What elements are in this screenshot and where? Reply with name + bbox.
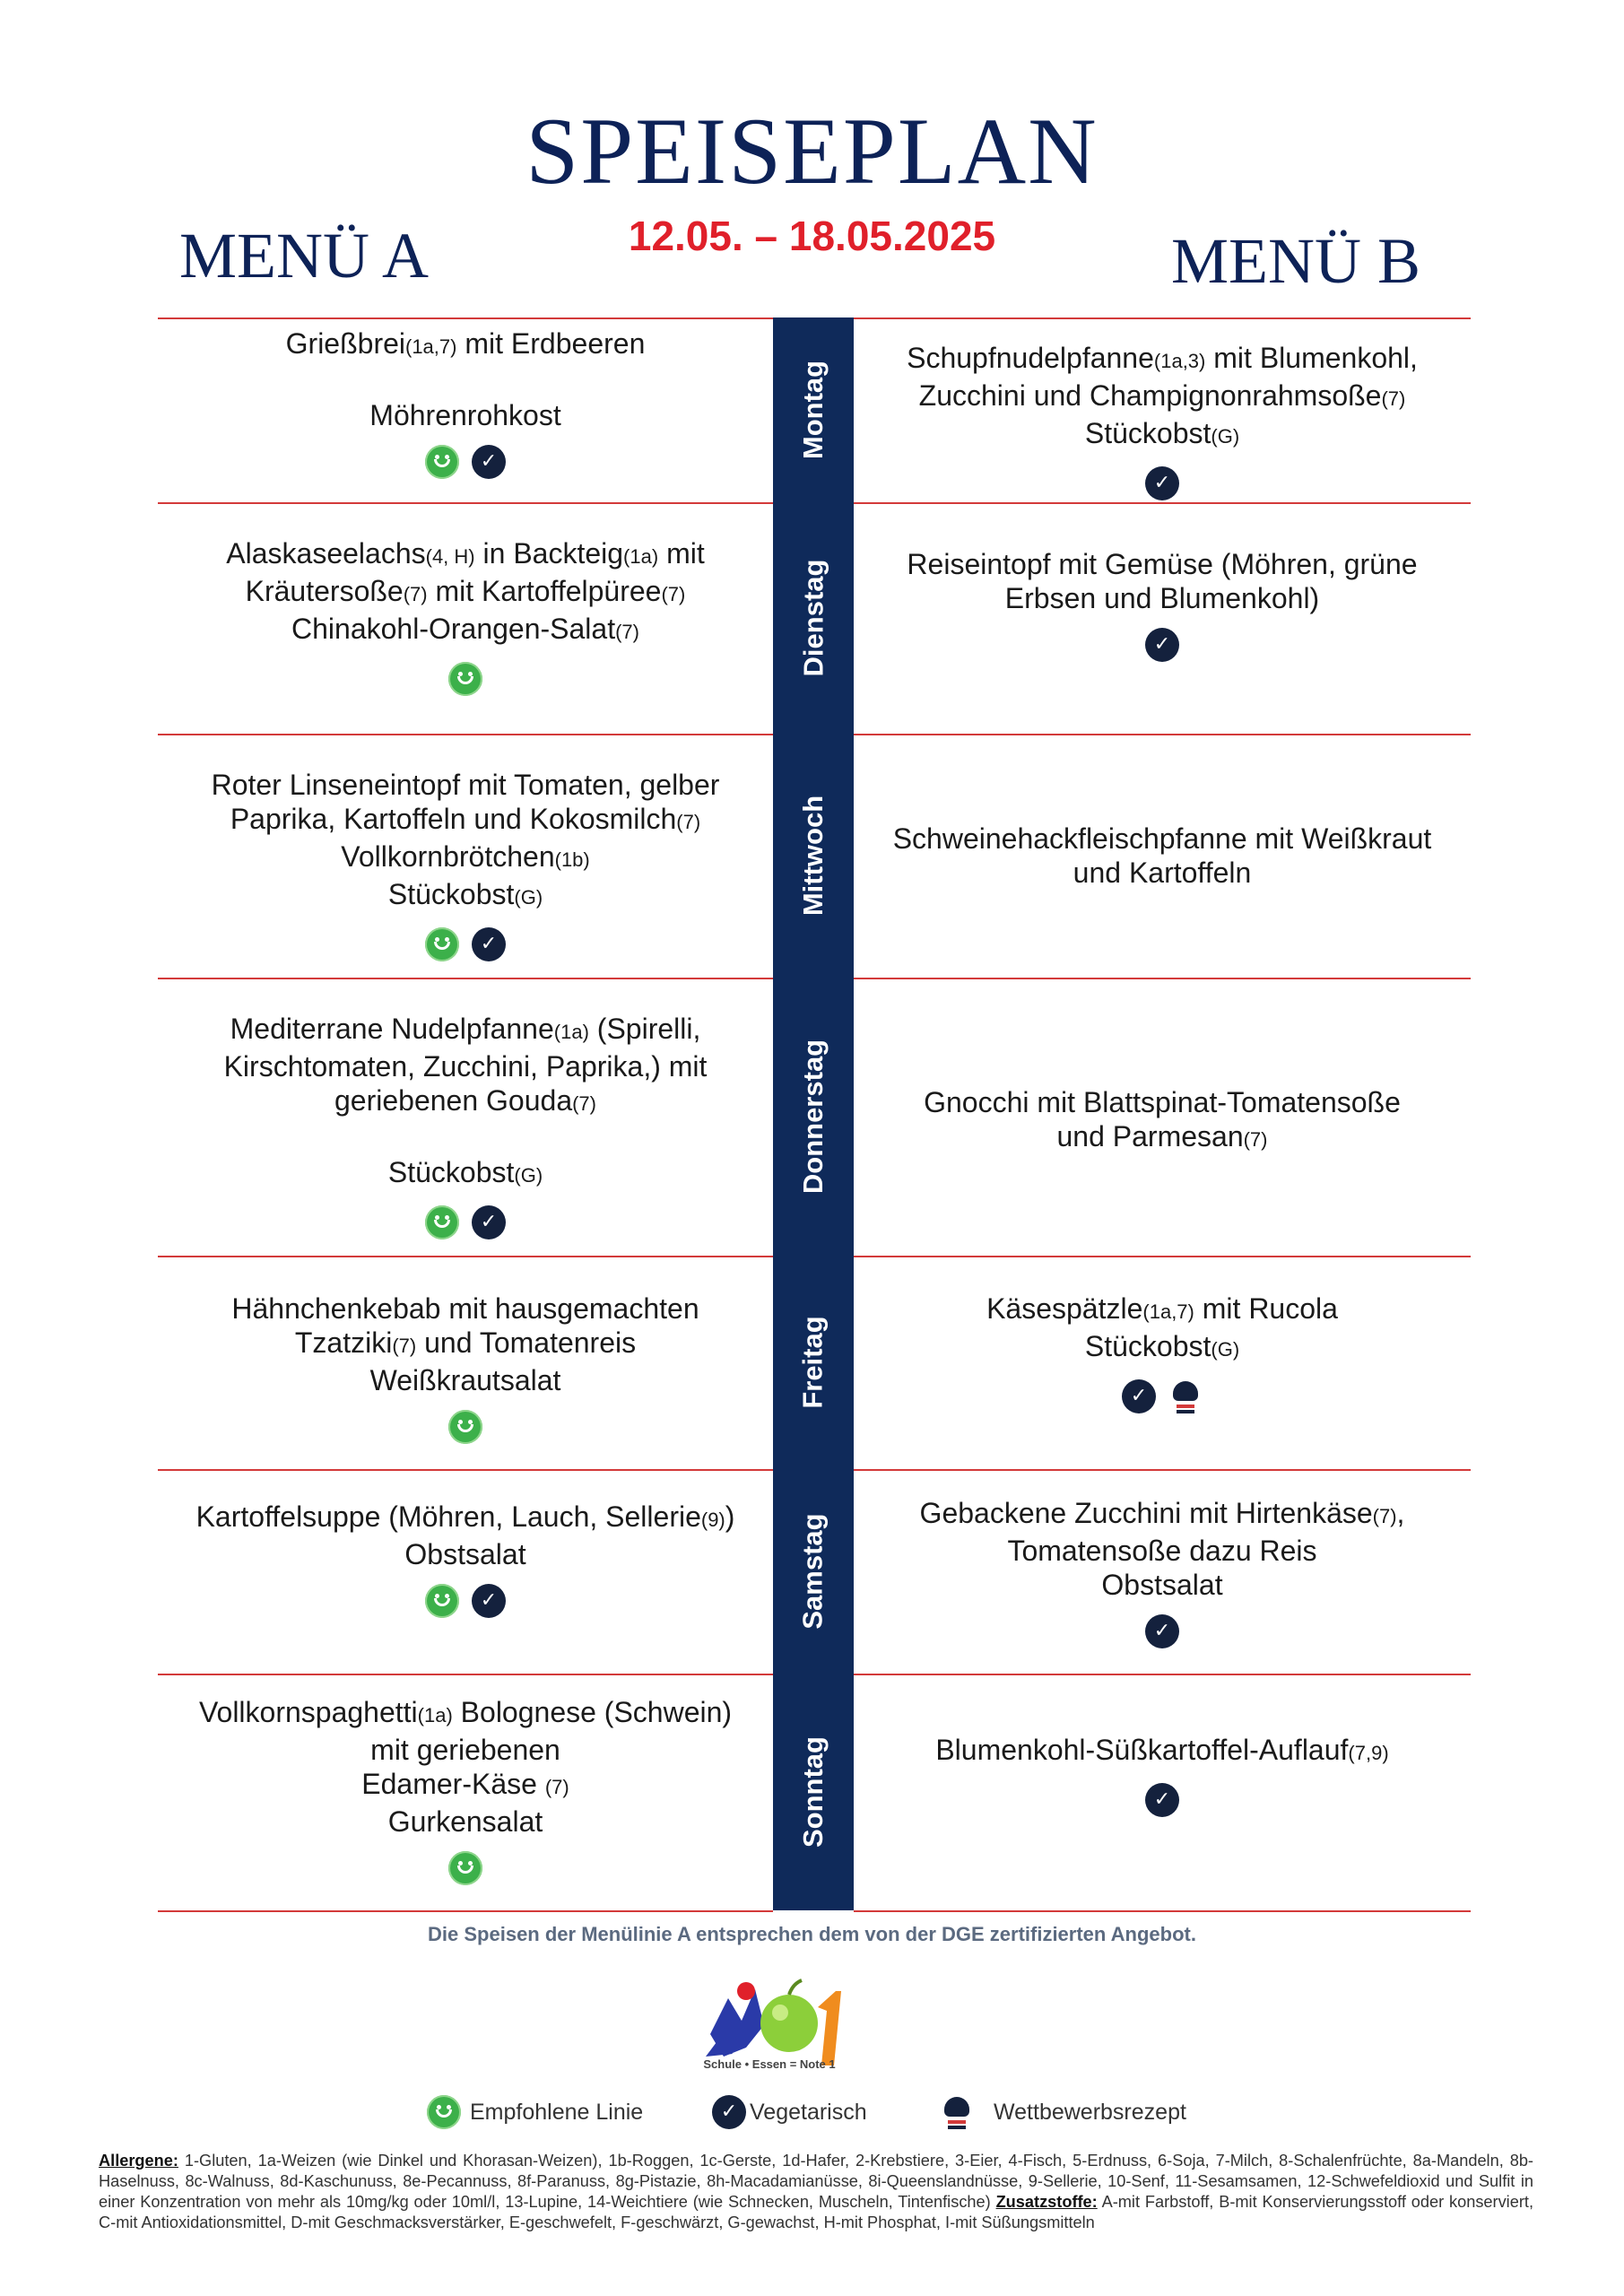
- dish-text: Obstsalat: [404, 1538, 526, 1570]
- allergens-text: 1-Gluten, 1a-Weizen (wie Dinkel und Khorasan-Weizen), 1b-Roggen, 1c-Gerste, 1d-Hafer, 2-Krebstiere, 3-Eier, 4-Fisch, 5-Erdnuss, 6-Soja, 7-Milch, 8-Schalenfrüchte, 8a-Mandeln, 8b-Haselnuss, 8c-Walnuss, 8d-Kaschunuss, 8e-Pecannuss, 8f-Paranuss, 8g-Pistazie, 8h-Macadamianüsse, 8i-Queenslandnüsse, 9-Sellerie, 10-Senf, 11-Sesamsamen, 12-Schwefeldioxid und Sulfit in einer Konzentration von mehr als 10mg/kg oder 10ml/l, 13-Lupine, 14-Weichtiere (wie Schnecken, Muscheln, Tintenfische): [99, 2152, 1533, 2211]
- allergen-code: (1a,3): [1153, 350, 1206, 372]
- allergen-code: (G): [514, 886, 543, 909]
- allergens-info: [99, 2151, 1533, 2233]
- legend-recommended-label: Empfohlene Linie: [470, 2099, 644, 2125]
- dish-text: ): [725, 1500, 735, 1533]
- vegetarian-icon: [472, 1584, 506, 1618]
- menu-line: [370, 1363, 561, 1397]
- dish-text: Edamer-Käse: [361, 1768, 545, 1800]
- dish-text: Möhrenrohkost: [369, 399, 561, 431]
- vegetarian-icon: [1145, 1783, 1179, 1817]
- menu-b-cell: [854, 1292, 1471, 1413]
- dish-text: Tomatensoße dazu Reis: [1007, 1535, 1317, 1567]
- allergen-code: (7,9): [1348, 1742, 1389, 1764]
- menu-line: [230, 802, 700, 839]
- menu-line: [361, 1767, 569, 1805]
- menu-line: [1085, 416, 1239, 454]
- menu-line: [370, 1733, 560, 1767]
- dish-text: Tzatziki: [294, 1326, 393, 1359]
- dish-text: Vollkornbrötchen: [341, 840, 555, 873]
- allergen-code: (7): [544, 1776, 569, 1798]
- dish-text: mit geriebenen: [370, 1734, 560, 1766]
- dish-text: Kartoffelsuppe (Möhren, Lauch, Sellerie: [195, 1500, 701, 1533]
- allergen-code: (7): [392, 1335, 417, 1357]
- icon-row: [448, 1851, 482, 1885]
- allergen-code: (4, H): [425, 545, 475, 568]
- menu-line: [246, 574, 686, 612]
- dish-text: Stückobst: [387, 1156, 515, 1188]
- additives-label: Zusatzstoffe:: [995, 2193, 1098, 2211]
- date-range: 12.05. – 18.05.2025: [628, 213, 996, 259]
- menu-line: [291, 612, 639, 649]
- menu-line: [334, 1083, 596, 1121]
- dish-text: und Kartoffeln: [1073, 857, 1252, 889]
- dish-text: Stückobst: [387, 878, 515, 910]
- menu-line: [226, 536, 704, 574]
- allergen-code: (1a,7): [1142, 1300, 1194, 1323]
- row-divider: [158, 1674, 773, 1675]
- green-icon: [425, 1205, 459, 1239]
- menu-line: [1101, 1568, 1222, 1602]
- menu-line: [231, 1292, 699, 1326]
- dish-text: Stückobst: [1084, 417, 1211, 449]
- menu-line: [1073, 856, 1252, 890]
- allergen-code: (1a): [623, 545, 659, 568]
- dish-text: Bolognese (Schwein): [452, 1696, 733, 1728]
- page-title: SPEISEPLAN: [525, 99, 1099, 204]
- green-icon: [425, 1584, 459, 1618]
- menu-a-cell: [158, 536, 773, 696]
- dish-text: Reiseintopf mit Gemüse (Möhren, grüne: [907, 548, 1418, 580]
- menu-line: [1007, 1534, 1316, 1568]
- menu-a-cell: [158, 1012, 773, 1239]
- dish-text: mit Blumenkohl,: [1205, 342, 1418, 374]
- legend-vegetarian-label: Vegetarisch: [750, 2099, 867, 2125]
- day-label-text: Samstag: [797, 1513, 829, 1630]
- allergen-code: (1a): [417, 1704, 453, 1726]
- menu-line: [341, 839, 590, 877]
- day-label-text: Freitag: [797, 1316, 829, 1409]
- vegetarian-icon: [712, 2095, 746, 2129]
- menu-line: [919, 378, 1406, 416]
- menu-b-cell: [854, 1085, 1471, 1157]
- menu-b-cell: [854, 547, 1471, 662]
- day-label-text: Montag: [797, 360, 829, 460]
- menu-b-cell: [854, 1496, 1471, 1648]
- row-divider: [158, 1256, 773, 1257]
- dish-text: und Tomatenreis: [416, 1326, 637, 1359]
- chef-icon: [1168, 1379, 1203, 1413]
- vegetarian-icon: [1145, 1614, 1179, 1648]
- dish-text: Roter Linseneintopf mit Tomaten, gelber: [211, 769, 720, 801]
- row-divider: [854, 978, 1471, 979]
- legend-vegetarian: [712, 2095, 867, 2129]
- logo-caption: Schule • Essen = Note 1: [703, 2057, 836, 2071]
- dish-text: Gebackene Zucchini mit Hirtenkäse: [919, 1497, 1373, 1529]
- menu-line: [224, 1049, 708, 1083]
- row-divider: [158, 978, 773, 979]
- vegetarian-icon: [1145, 466, 1179, 500]
- icon-row: [425, 927, 506, 961]
- legend-competition-label: Wettbewerbsrezept: [994, 2099, 1186, 2125]
- allergen-code: (7): [661, 583, 686, 605]
- menu-line: [1005, 581, 1319, 615]
- allergen-code: (7): [1372, 1505, 1397, 1527]
- allergen-code: (7): [676, 811, 701, 833]
- row-divider: [854, 734, 1471, 735]
- menu-b-cell: [854, 822, 1471, 890]
- row-divider: [158, 1469, 773, 1471]
- icon-row: [448, 662, 482, 696]
- allergen-code: (7): [572, 1092, 596, 1115]
- menu-line: [920, 1496, 1405, 1534]
- allergen-code: (7): [403, 583, 428, 605]
- dish-text: in Backteig: [474, 537, 624, 570]
- day-label: [773, 1469, 854, 1674]
- dish-text: (Spirelli,: [588, 1013, 701, 1045]
- dish-text: Gnocchi mit Blattspinat-Tomatensoße: [924, 1086, 1401, 1118]
- menu-line: [924, 1085, 1401, 1119]
- icon-row: [425, 1205, 506, 1239]
- icon-row: [425, 1584, 506, 1618]
- row-divider: [854, 1469, 1471, 1471]
- dish-text: Gurkensalat: [387, 1805, 543, 1838]
- menu-line: [388, 1155, 543, 1193]
- dish-text: mit Kartoffelpüree: [427, 575, 662, 607]
- dish-text: Schupfnudelpfanne: [907, 342, 1154, 374]
- menu-line: [986, 1292, 1338, 1329]
- vegetarian-icon: [472, 1205, 506, 1239]
- dish-text: Kräutersoße: [245, 575, 404, 607]
- allergen-code: (1a,7): [405, 335, 457, 358]
- menu-line: [893, 822, 1432, 856]
- allergens-label: Allergene:: [99, 2152, 178, 2170]
- dish-text: Stückobst: [1084, 1330, 1211, 1362]
- dish-text: Erbsen und Blumenkohl): [1004, 582, 1320, 614]
- dish-text: mit Erdbeeren: [456, 327, 646, 360]
- day-label-text: Dienstag: [797, 559, 829, 677]
- menu-line: [404, 1537, 525, 1571]
- vegetarian-icon: [1145, 628, 1179, 662]
- row-divider: [854, 1910, 1471, 1912]
- dish-text: Blumenkohl-Süßkartoffel-Auflauf: [935, 1734, 1349, 1766]
- dish-text: Grießbrei: [285, 327, 405, 360]
- row-divider: [158, 734, 773, 735]
- day-label-text: Donnerstag: [797, 1039, 829, 1195]
- allergen-code: (7): [1243, 1128, 1268, 1151]
- allergen-code: (G): [1211, 425, 1240, 448]
- menu-a-cell: [158, 768, 773, 961]
- menu-line: [369, 398, 560, 432]
- menu-line: [196, 1500, 735, 1537]
- menu-line: [230, 1012, 701, 1049]
- dge-note: Die Speisen der Menülinie A entsprechen dem von der DGE zertifizierten Angebot.: [428, 1923, 1196, 1945]
- row-divider: [854, 1256, 1471, 1257]
- allergen-code: (G): [514, 1164, 543, 1187]
- row-divider: [854, 1674, 1471, 1675]
- dish-text: mit: [658, 537, 705, 570]
- day-label-text: Sonntag: [797, 1736, 829, 1848]
- row-divider: [158, 317, 773, 319]
- dish-text: Vollkornspaghetti: [198, 1696, 418, 1728]
- dish-text: Käsespätzle: [986, 1292, 1143, 1325]
- day-label: [773, 317, 854, 502]
- green-icon: [448, 1410, 482, 1444]
- legend-competition: [940, 2095, 1186, 2129]
- icon-row: [1145, 628, 1179, 662]
- dish-text: Chinakohl-Orangen-Salat: [291, 613, 616, 645]
- menu-a-cell: [158, 1292, 773, 1444]
- menu-line: [212, 768, 720, 802]
- menu-line: [199, 1695, 732, 1733]
- menu-line: [1085, 1329, 1239, 1367]
- icon-row: [1145, 1614, 1179, 1648]
- dish-text: geriebenen Gouda: [334, 1084, 573, 1117]
- icon-row: [448, 1410, 482, 1444]
- icon-row: [1145, 1783, 1179, 1817]
- menu-line: [388, 1805, 543, 1839]
- green-icon: [448, 1851, 482, 1885]
- dish-text: Hähnchenkebab mit hausgemachten: [231, 1292, 699, 1325]
- vegetarian-icon: [472, 927, 506, 961]
- menu-a-cell: [158, 326, 773, 479]
- dish-text: und Parmesan: [1056, 1120, 1244, 1152]
- vegetarian-icon: [1122, 1379, 1156, 1413]
- menu-b-heading: MENÜ B: [1171, 225, 1421, 297]
- dish-text: Kirschtomaten, Zucchini, Paprika,) mit: [223, 1050, 708, 1083]
- allergen-code: (1b): [554, 848, 590, 871]
- green-icon: [425, 445, 459, 479]
- menu-line: [907, 547, 1417, 581]
- day-label: [773, 502, 854, 734]
- day-label: [773, 734, 854, 978]
- allergen-code: (9): [700, 1509, 725, 1531]
- dish-text: mit Rucola: [1194, 1292, 1338, 1325]
- chef-icon: [940, 2095, 974, 2129]
- icon-row: [1122, 1379, 1203, 1413]
- allergen-code: (G): [1211, 1338, 1240, 1361]
- dish-text: Mediterrane Nudelpfanne: [230, 1013, 554, 1045]
- dish-text: Weißkrautsalat: [369, 1364, 561, 1396]
- menu-line: [1056, 1119, 1267, 1157]
- legend-recommended: [427, 2095, 643, 2129]
- allergen-code: (1a): [553, 1021, 589, 1043]
- icon-row: [425, 445, 506, 479]
- dish-text: Paprika, Kartoffeln und Kokosmilch: [230, 803, 677, 835]
- row-divider: [854, 502, 1471, 504]
- row-divider: [854, 317, 1471, 319]
- menu-line: [295, 1326, 636, 1363]
- green-icon: [448, 662, 482, 696]
- dish-text: Obstsalat: [1101, 1569, 1223, 1601]
- dish-text: Alaskaseelachs: [226, 537, 426, 570]
- day-label: [773, 1674, 854, 1910]
- day-label: [773, 1256, 854, 1469]
- menu-b-cell: [854, 341, 1471, 500]
- dish-text: Zucchini und Champignonrahmsoße: [918, 379, 1382, 412]
- allergen-code: (7): [615, 621, 639, 643]
- dish-text: Schweinehackfleischpfanne mit Weißkraut: [892, 822, 1432, 855]
- green-icon: [425, 927, 459, 961]
- green-icon: [427, 2095, 461, 2129]
- dish-text: ,: [1396, 1497, 1405, 1529]
- menu-line: [388, 877, 543, 915]
- menu-a-cell: [158, 1695, 773, 1885]
- allergen-code: (7): [1381, 387, 1406, 410]
- menu-a-cell: [158, 1500, 773, 1618]
- menu-b-cell: [854, 1733, 1471, 1817]
- day-label-text: Mittwoch: [797, 795, 829, 917]
- vegetarian-icon: [472, 445, 506, 479]
- menu-a-heading: MENÜ A: [179, 220, 430, 291]
- additives-text: A-mit Farbstoff, B-mit Konservierungsstoff oder konserviert, C-mit Antioxidationsmittel, D-mit Geschmacksverstärker, E-geschwefelt, F-geschwärzt, G-gewachst, H-mit Phosphat, I-mit Süßungsmitteln: [99, 2193, 1534, 2231]
- menu-line: [935, 1733, 1388, 1770]
- row-divider: [158, 502, 773, 504]
- menu-line: [907, 341, 1418, 378]
- menu-line: [286, 326, 646, 364]
- row-divider: [158, 1910, 773, 1912]
- icon-row: [1145, 466, 1179, 500]
- day-label: [773, 978, 854, 1256]
